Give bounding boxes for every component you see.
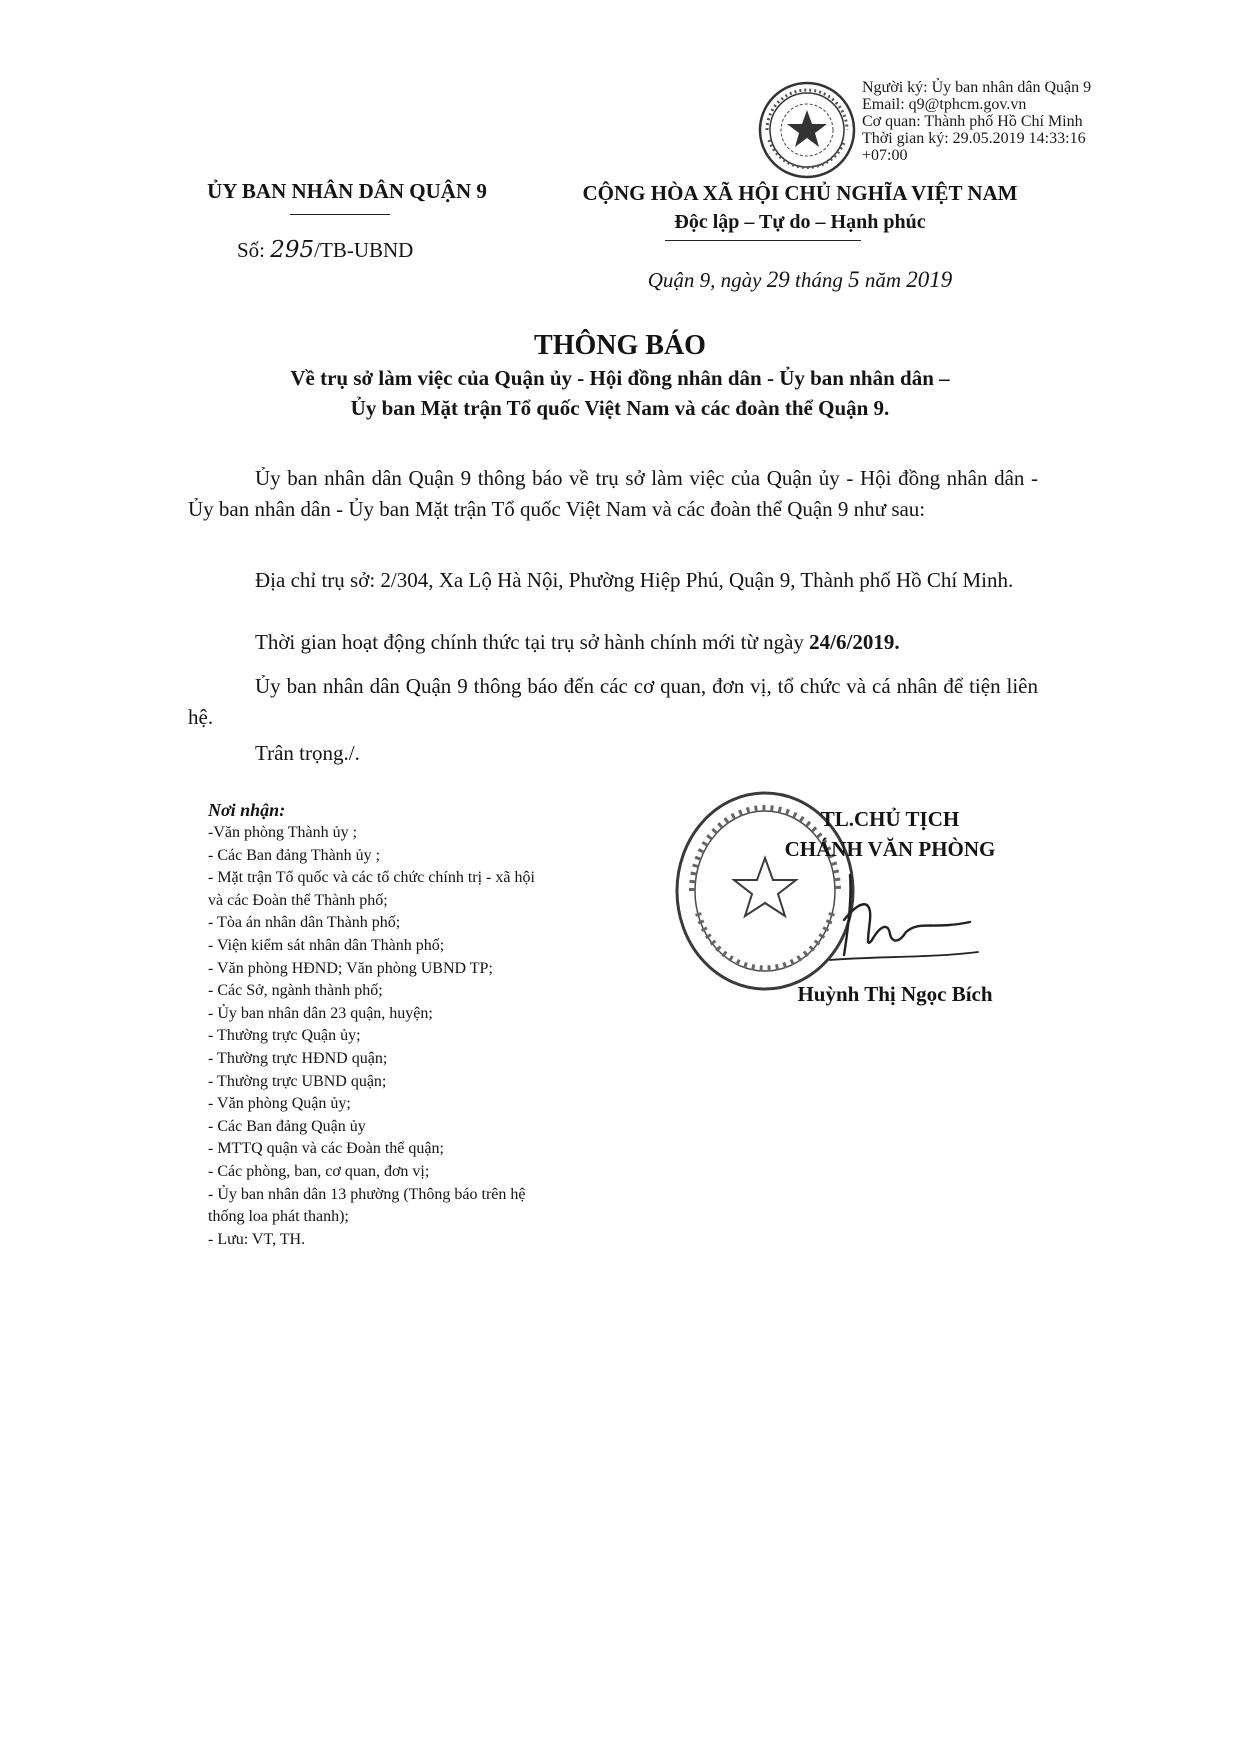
org-underline <box>290 214 390 215</box>
recipient-item: - Các Sở, ngành thành phố; <box>208 982 383 1000</box>
number-suffix: /TB-UBND <box>314 238 414 262</box>
number-prefix: Số: <box>237 238 266 262</box>
national-motto: Độc lập – Tự do – Hạnh phúc <box>674 211 926 233</box>
signer-role-line-1: TL.CHỦ TỊCH <box>820 807 960 831</box>
date-year: 2019 <box>906 267 953 292</box>
recipient-item: - Ủy ban nhân dân 13 phường (Thông báo trên hệ <box>208 1185 526 1203</box>
motto-underline <box>665 240 861 241</box>
national-title: CỘNG HÒA XÃ HỘI CHỦ NGHĨA VIỆT NAM <box>582 181 1018 205</box>
closing-phrase: Trân trọng./. <box>255 741 360 765</box>
recipient-item: - Thường trực Quận ủy; <box>208 1027 361 1045</box>
digital-time: Thời gian ký: 29.05.2019 14:33:16 <box>862 130 1086 147</box>
document-subtitle <box>200 363 1040 423</box>
effective-date: 24/6/2019. <box>809 630 900 654</box>
subtitle-line-2: Ủy ban Mặt trận Tổ quốc Việt Nam và các đoàn thể Quận 9. <box>350 396 890 420</box>
recipient-item: - Các phòng, ban, cơ quan, đơn vị; <box>208 1162 430 1180</box>
recipients-list <box>208 822 638 1251</box>
recipient-item: - Văn phòng Quận ủy; <box>208 1095 351 1113</box>
signer-name: Huỳnh Thị Ngọc Bích <box>797 982 993 1006</box>
digital-email: Email: q9@tphcm.gov.vn <box>862 96 1027 113</box>
handwritten-signature-icon <box>820 860 980 965</box>
body-paragraph-2: Địa chỉ trụ sở: 2/304, Xa Lộ Hà Nội, Phường Hiệp Phú, Quận 9, Thành phố Hồ Chí Minh. <box>255 568 1014 592</box>
recipient-item: - Ủy ban nhân dân 23 quận, huyện; <box>208 1004 433 1022</box>
number-value: 295 <box>270 237 315 263</box>
date-month: 5 <box>848 267 860 292</box>
date-day: 29 <box>766 267 790 292</box>
recipient-item: - Mặt trận Tổ quốc và các tổ chức chính trị - xã hội <box>208 869 535 887</box>
recipient-item: và các Đoàn thể Thành phố; <box>208 891 388 909</box>
recipient-item: - Các Ban đảng Thành ủy ; <box>208 846 381 864</box>
signer-role-line-2: CHÁNH VĂN PHÒNG <box>784 837 996 861</box>
recipient-item: - Viện kiểm sát nhân dân Thành phố; <box>208 936 445 954</box>
recipient-item: - MTTQ quận và các Đoàn thể quận; <box>208 1140 444 1158</box>
recipients-title: Nơi nhận: <box>208 800 286 820</box>
date-month-label: tháng <box>794 268 843 292</box>
recipient-item: - Văn phòng HĐND; Văn phòng UBND TP; <box>208 959 493 977</box>
subtitle-line-1: Về trụ sở làm việc của Quận ủy - Hội đồng nhân dân - Ủy ban nhân dân – <box>290 366 950 390</box>
recipient-item: - Tòa án nhân dân Thành phố; <box>208 914 401 932</box>
document-title: THÔNG BÁO <box>534 330 706 361</box>
recipient-item: thống loa phát thanh); <box>208 1208 349 1226</box>
digital-signer: Người ký: Ủy ban nhân dân Quận 9 <box>862 79 1092 96</box>
recipient-item: - Thường trực HĐND quận; <box>208 1049 388 1067</box>
document-number <box>237 237 413 263</box>
recipient-item: -Văn phòng Thành ủy ; <box>208 824 358 841</box>
date-place: Quận 9, ngày <box>647 268 762 292</box>
recipient-item: - Lưu: VT, TH. <box>208 1230 306 1248</box>
recipient-item: - Thường trực UBND quận; <box>208 1072 387 1090</box>
date-year-label: năm <box>864 268 901 292</box>
issuing-organization: ỦY BAN NHÂN DÂN QUẬN 9 <box>207 179 487 203</box>
digital-agency: Cơ quan: Thành phố Hồ Chí Minh <box>862 113 1083 130</box>
date-line <box>540 267 1060 293</box>
recipient-item: - Các Ban đảng Quận ủy <box>208 1117 366 1135</box>
digital-timezone: +07:00 <box>862 147 908 164</box>
body-paragraph-4: Ủy ban nhân dân Quận 9 thông báo đến các cơ quan, đơn vị, tổ chức và cá nhân để tiện liên hệ. <box>188 674 1038 729</box>
digital-signature-seal-icon <box>757 80 857 180</box>
body-paragraph-1: Ủy ban nhân dân Quận 9 thông báo về trụ sở làm việc của Quận ủy - Hội đồng nhân dân - Ủy ban nhân dân - Ủy ban Mặt trận Tổ quốc Việt Nam và các đoàn thể Quận 9 như sau: <box>188 466 1038 521</box>
body-paragraph-3: Thời gian hoạt động chính thức tại trụ sở hành chính mới từ ngày 24/6/2019. <box>255 630 900 654</box>
